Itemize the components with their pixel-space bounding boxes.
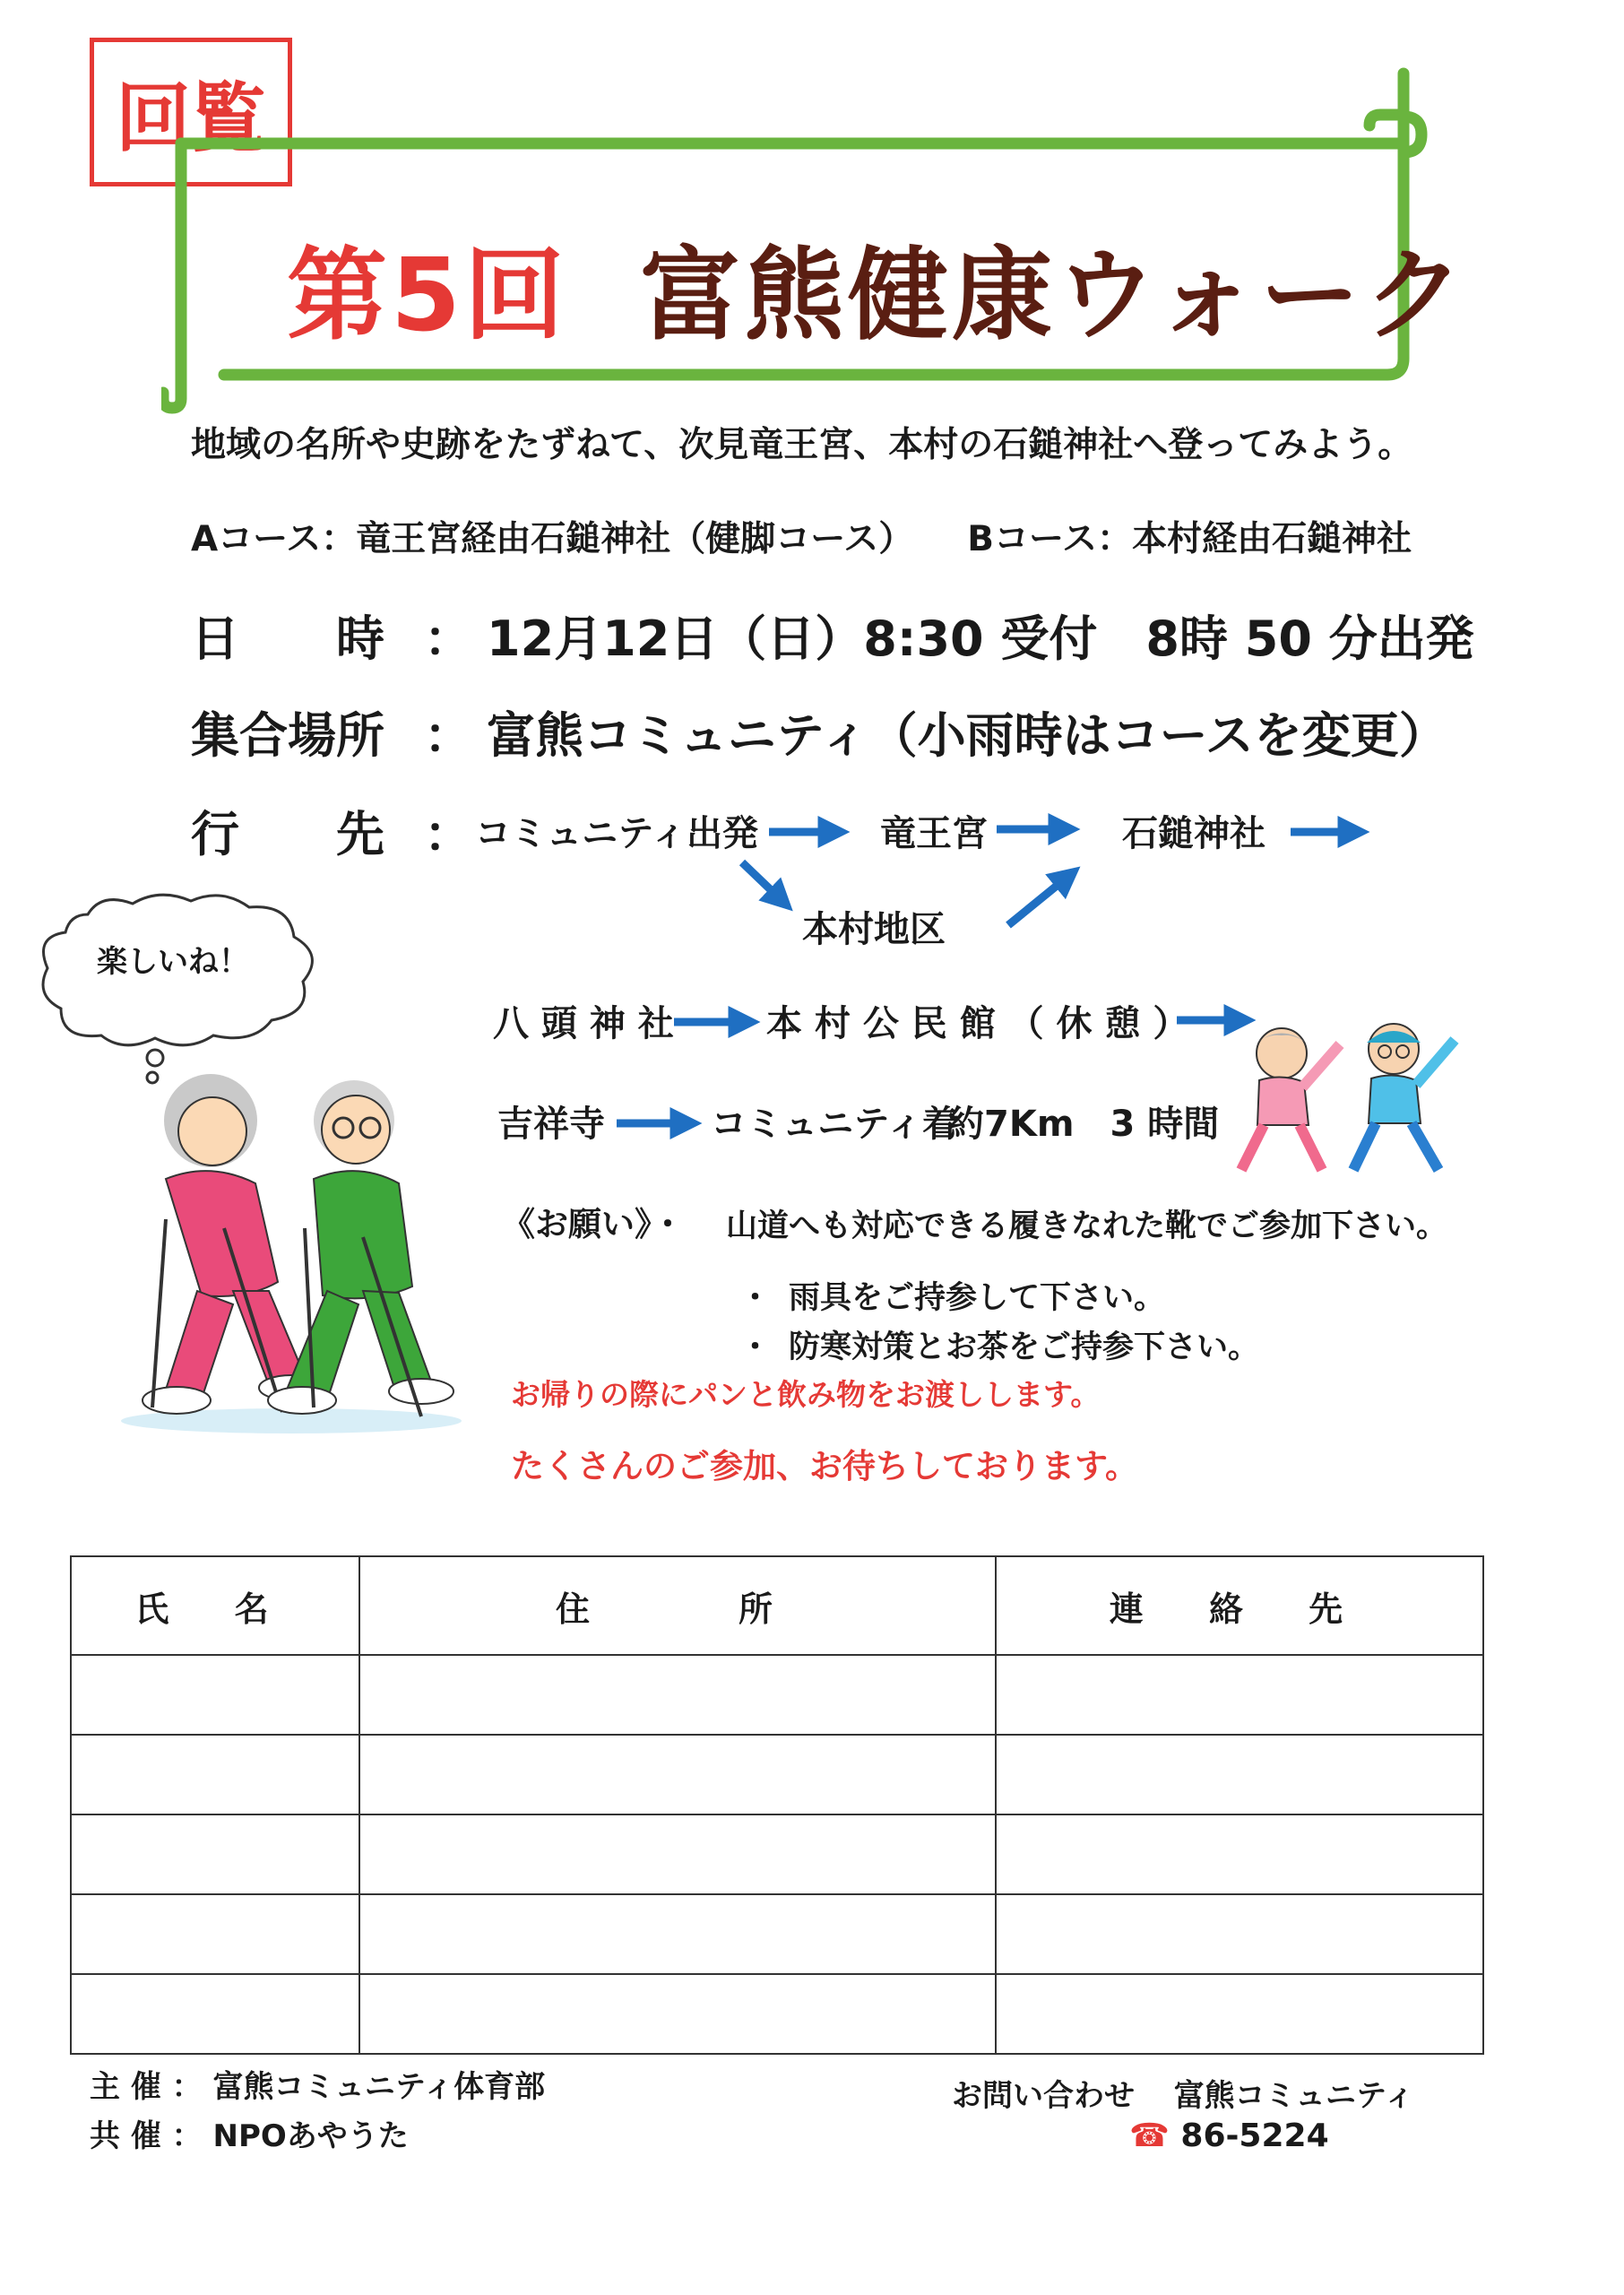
intro-text: 地域の名所や史跡をたずねて、次見竜王宮、本村の石鎚神社へ登ってみよう。 — [191, 425, 1413, 465]
header-name: 氏 名 — [71, 1556, 359, 1655]
address-cell[interactable] — [359, 1814, 996, 1894]
speech-bubble-text: 楽しいね！ — [97, 944, 249, 980]
stretching-figures-illustration — [1223, 1018, 1492, 1179]
contact-cell[interactable] — [996, 1894, 1483, 1974]
name-cell[interactable] — [71, 1894, 359, 1974]
course-b: Bコース：本村経由石鎚神社 — [967, 519, 1412, 559]
co-organizer-line — [90, 2111, 409, 2155]
place-value: 富熊コミュニティ（小雨時はコースを変更） — [487, 707, 1447, 764]
name-cell[interactable] — [71, 1655, 359, 1735]
route-ryuo: 竜王宮 — [880, 813, 988, 854]
colon: ： — [424, 707, 472, 764]
colon: ： — [424, 611, 472, 667]
contact-line — [952, 2071, 1414, 2115]
route-kisshoji: 吉祥寺 — [497, 1104, 605, 1145]
name-cell[interactable] — [71, 1814, 359, 1894]
organizer-name: 富熊コミュニティ体育部 — [212, 2069, 546, 2105]
address-cell[interactable] — [359, 1894, 996, 1974]
route-honmura: 本村地区 — [802, 909, 946, 950]
bullet: ・ — [739, 1329, 772, 1365]
arrow-diagonal-icon — [742, 862, 784, 903]
contact-cell[interactable] — [996, 1735, 1483, 1814]
request-item: 防寒対策とお茶をご持参下さい。 — [789, 1329, 1260, 1365]
table-header-row — [71, 1556, 1483, 1655]
requests-label: 《お願い》・ — [502, 1205, 685, 1243]
course-a: Aコース：竜王宮経由石鎚神社（健脚コース） — [191, 519, 914, 559]
request-item: 山道へも対応できる履きなれた靴でご参加下さい。 — [726, 1208, 1448, 1244]
header-address: 住 所 — [359, 1556, 996, 1655]
contact-cell[interactable] — [996, 1655, 1483, 1735]
phone-number[interactable]: 86-5224 — [1180, 2117, 1329, 2154]
table-row — [71, 1814, 1483, 1894]
address-cell[interactable] — [359, 1735, 996, 1814]
colon: ： — [424, 806, 472, 862]
address-cell[interactable] — [359, 1655, 996, 1735]
registration-table — [70, 1555, 1484, 2055]
contact-cell[interactable] — [996, 1974, 1483, 2054]
contact-name: 富熊コミュニティ — [1173, 2078, 1415, 2114]
table-row — [71, 1974, 1483, 2054]
table-row — [71, 1894, 1483, 1974]
address-cell[interactable] — [359, 1974, 996, 2054]
title-event-name: 富熊健康ウォーク — [639, 237, 1468, 354]
contact-label: お問い合わせ — [952, 2078, 1135, 2114]
route-yazu: 八 頭 神 社 — [493, 1003, 674, 1044]
contact-cell[interactable] — [996, 1814, 1483, 1894]
name-cell[interactable] — [71, 1974, 359, 2054]
date-value: 12月12日（日）8:30 受付 8時 50 分出発 — [487, 611, 1474, 667]
name-cell[interactable] — [71, 1735, 359, 1814]
table-row — [71, 1735, 1483, 1814]
place-label: 集合場所 — [191, 707, 384, 764]
stamp-text: 回覧 — [115, 74, 266, 162]
route-distance: 約7Km 3 時間 — [948, 1104, 1220, 1145]
table-row — [71, 1655, 1483, 1735]
gift-notice: お帰りの際にパンと飲み物をお渡しします。 — [511, 1377, 1101, 1412]
route-start: コミュニティ出発 — [475, 813, 758, 854]
welcome-notice: たくさんのご参加、お待ちしております。 — [511, 1447, 1139, 1485]
destination-label: 行 先 — [191, 806, 384, 862]
route-kominkan: 本 村 公 民 館 （ 休 憩 ） — [766, 1003, 1189, 1044]
co-organizer-name: NPOあやうた — [212, 2118, 409, 2154]
date-label: 日 時 — [191, 611, 384, 667]
co-organizer-label: 共 催 ： — [90, 2118, 203, 2154]
phone-line — [1129, 2117, 1329, 2154]
title-edition: 第5回 — [287, 237, 568, 354]
arrow-diagonal-icon — [1008, 874, 1071, 925]
bullet: ・ — [739, 1280, 772, 1316]
organizer-label: 主 催 ： — [90, 2069, 203, 2105]
header-contact: 連 絡 先 — [996, 1556, 1483, 1655]
route-ishizuchi: 石鎚神社 — [1122, 813, 1266, 854]
walkers-illustration — [112, 1049, 471, 1443]
route-end: コミュニティ着 — [711, 1104, 958, 1145]
phone-icon: ☎ — [1129, 2117, 1170, 2154]
organizer-line — [90, 2062, 545, 2106]
request-item: 雨具をご持参して下さい。 — [789, 1280, 1166, 1316]
